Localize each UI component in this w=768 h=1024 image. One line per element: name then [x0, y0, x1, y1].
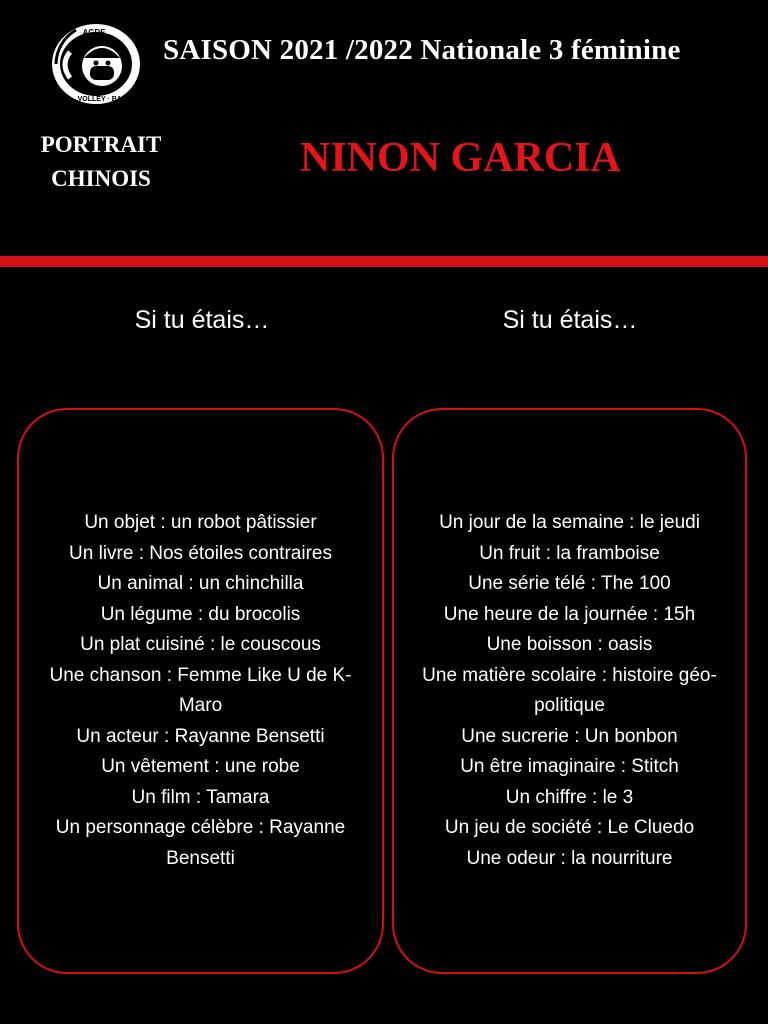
list-item: Une matière scolaire : histoire géo-politique: [422, 664, 717, 716]
player-name: NINON GARCIA: [300, 135, 621, 181]
list-item: Un livre : Nos étoiles contraires: [69, 542, 332, 564]
left-answers-list: [19, 508, 382, 874]
list-item: Un acteur : Rayanne Bensetti: [76, 725, 325, 747]
list-item: Un chiffre : le 3: [505, 786, 634, 808]
list-item: Une chanson : Femme Like U de K-Maro: [49, 664, 352, 716]
list-item: Une série télé : The 100: [468, 573, 671, 594]
list-item: Une sucrerie : Un bonbon: [461, 725, 678, 747]
list-item: Un être imaginaire : Stitch: [460, 756, 679, 777]
list-item: Un légume : du brocolis: [100, 603, 301, 625]
list-item: Une boisson : oasis: [486, 634, 653, 655]
list-item: Un objet : un robot pâtissier: [84, 512, 317, 533]
portrait-chinois-label: [30, 128, 172, 196]
portrait-line-1: PORTRAIT: [40, 132, 162, 157]
season-title: SAISON 2021 /2022 Nationale 3 féminine: [163, 34, 681, 66]
right-answers-card: [392, 408, 747, 974]
logo-text-bottom: VOLLEY · BALL: [77, 96, 131, 103]
list-item: Un personnage célèbre : Rayanne Bensetti: [55, 817, 346, 869]
red-divider: [0, 256, 768, 267]
logo-text-top: AGDE: [82, 28, 106, 37]
list-item: Un jour de la semaine : le jeudi: [439, 512, 700, 533]
right-column-title: Si tu étais…: [502, 306, 638, 334]
list-item: Un vêtement : une robe: [101, 756, 300, 777]
portrait-line-2: CHINOIS: [51, 166, 151, 191]
left-answers-card: [17, 408, 384, 974]
right-answers-list: [394, 508, 745, 874]
list-item: Un jeu de société : Le Cluedo: [444, 817, 695, 838]
list-item: Une odeur : la nourriture: [466, 847, 673, 869]
list-item: Un fruit : la framboise: [479, 542, 660, 564]
club-logo: [50, 22, 142, 106]
list-item: Un plat cuisiné : le couscous: [80, 634, 321, 655]
list-item: Un film : Tamara: [131, 786, 270, 808]
list-item: Une heure de la journée : 15h: [443, 603, 696, 625]
left-column-title: Si tu étais…: [134, 306, 270, 334]
list-item: Un animal : un chinchilla: [97, 573, 304, 594]
